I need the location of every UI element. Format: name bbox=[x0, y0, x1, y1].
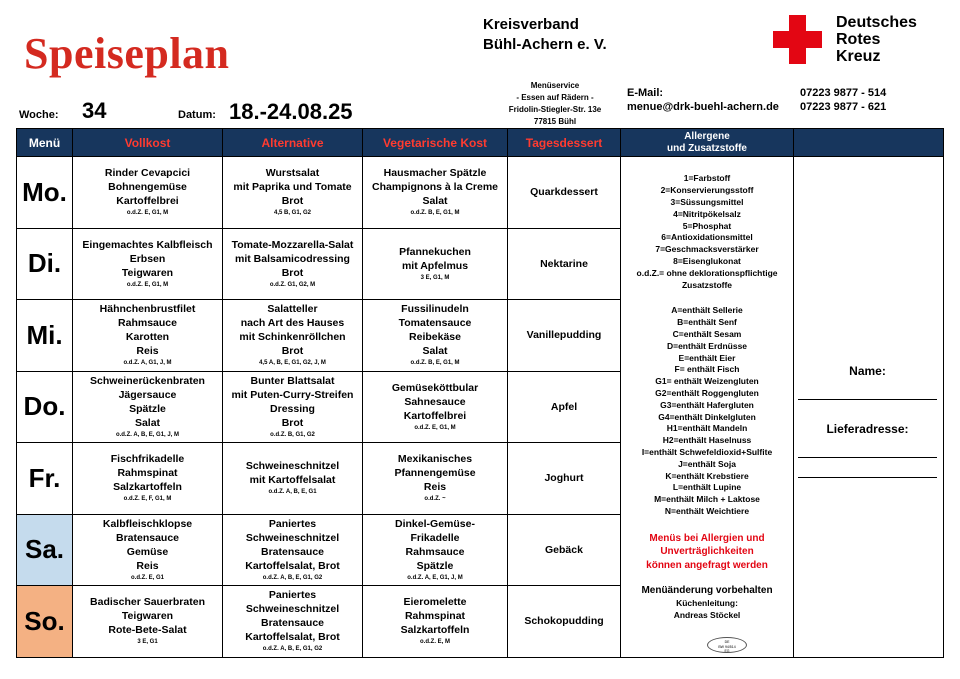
dish-line: Spätzle bbox=[129, 402, 166, 415]
dish-line: mit Schinkenröllchen bbox=[239, 331, 346, 344]
day-label: So. bbox=[17, 586, 73, 658]
day-label: Mo. bbox=[17, 157, 73, 229]
drk-logo-text: Deutsches Rotes Kreuz bbox=[836, 14, 917, 65]
allergen-code: o.d.Z. A, G1, J, M bbox=[123, 360, 172, 367]
allergen-item: B=enthält Senf bbox=[677, 317, 737, 328]
dish-line: Tomate-Mozzarella-Salat bbox=[231, 238, 354, 251]
dessert-cell: Schokopudding bbox=[508, 586, 621, 658]
allergen-code: o.d.Z. G1, G2, M bbox=[269, 281, 316, 288]
allergen-code: o.d.Z. E, M bbox=[420, 639, 450, 646]
dish-line: Brot bbox=[281, 195, 304, 208]
allergen-legend bbox=[621, 157, 794, 658]
dish-line: Dressing bbox=[270, 402, 315, 415]
week-number: 34 bbox=[82, 98, 107, 123]
allergen-code: o.d.Z. A, B, E, G1, G2 bbox=[262, 574, 323, 581]
dish-line: Reis bbox=[136, 559, 159, 572]
dish-line: Reibekäse bbox=[409, 331, 461, 344]
email-address[interactable]: menue@drk-buehl-achern.de bbox=[627, 101, 779, 113]
dish-line: Rahmspinat bbox=[404, 610, 466, 623]
allergen-item: A=enthält Sellerie bbox=[671, 305, 743, 316]
dish-line: Badischer Sauerbraten bbox=[90, 596, 205, 609]
kitchen-label: Küchenleitung: bbox=[676, 598, 738, 609]
allergen-item: N=enthält Weichtiere bbox=[664, 505, 750, 516]
vegetarisch-cell bbox=[363, 514, 508, 586]
alternative-cell bbox=[223, 371, 363, 443]
dish-line: Kartoffelbrei bbox=[116, 195, 179, 208]
approval-stamp-icon: DE BW 94/514 EG bbox=[707, 637, 747, 653]
allergen-code: o.d.Z. B, G1, G2 bbox=[270, 431, 315, 438]
name-label: Name: bbox=[849, 363, 886, 378]
dish-line: Bohnengemüse bbox=[108, 181, 187, 194]
vollkost-cell bbox=[73, 157, 223, 229]
allergen-code: o.d.Z. B, E, G1, M bbox=[410, 210, 460, 217]
allergen-code: o.d.Z. A, B, E, G1, G2 bbox=[262, 646, 323, 653]
allergen-item: H2=enthält Haselnuss bbox=[662, 435, 752, 446]
alternative-cell bbox=[223, 443, 363, 515]
dish-line: Frikadelle bbox=[410, 531, 460, 544]
menu-table bbox=[16, 128, 944, 658]
dish-line: Hähnchenbrustfilet bbox=[99, 303, 196, 316]
additive-item: 3=Süssungsmittel bbox=[670, 197, 744, 208]
allergen-code: o.d.Z. E, G1 bbox=[130, 574, 164, 581]
dish-line: Rahmsauce bbox=[118, 317, 177, 330]
allergen-code: 3 E, G1, M bbox=[420, 274, 450, 281]
vollkost-cell bbox=[73, 443, 223, 515]
vegetarisch-cell bbox=[363, 371, 508, 443]
dessert-cell: Vanillepudding bbox=[508, 300, 621, 372]
dish-line: Salatteller bbox=[267, 303, 318, 316]
vegetarisch-cell bbox=[363, 228, 508, 300]
dish-line: Wurstsalat bbox=[265, 167, 320, 180]
additive-item: 2=Konservierungsstoff bbox=[660, 185, 754, 196]
dish-line: Kartoffelsalat, Brot bbox=[245, 631, 340, 644]
dish-line: mit Kartoffelsalat bbox=[249, 474, 336, 487]
alternative-cell bbox=[223, 300, 363, 372]
header-allergene: Allergene und Zusatzstoffe bbox=[621, 129, 794, 157]
day-label: Sa. bbox=[17, 514, 73, 586]
header-vegetarisch: Vegetarische Kost bbox=[363, 129, 508, 157]
additive-item: o.d.Z.= ohne deklorationspflichtige bbox=[636, 267, 778, 278]
dish-line: Rote-Bete-Salat bbox=[108, 624, 187, 637]
allergen-code: o.d.Z. E, G1, M bbox=[126, 281, 169, 288]
dish-line: Kartoffelbrei bbox=[403, 409, 467, 422]
allergen-item: H1=enthält Mandeln bbox=[666, 423, 748, 434]
dessert-cell: Apfel bbox=[508, 371, 621, 443]
dish-line: Salat bbox=[134, 416, 161, 429]
alternative-cell bbox=[223, 157, 363, 229]
dish-line: Salzkartoffeln bbox=[113, 481, 182, 494]
dish-line: Teigwaren bbox=[121, 266, 174, 279]
dish-line: Bratensauce bbox=[260, 545, 325, 558]
allergen-code: o.d.Z. A, B, E, G1 bbox=[268, 489, 317, 496]
dish-line: Hausmacher Spätzle bbox=[383, 167, 487, 180]
allergen-item: G2=enthält Roggengluten bbox=[655, 387, 759, 398]
vollkost-cell bbox=[73, 514, 223, 586]
additive-item: 6=Antioxidationsmittel bbox=[661, 232, 753, 243]
customer-info bbox=[794, 157, 944, 658]
additive-item: 1=Farbstoff bbox=[683, 173, 731, 184]
dish-line: Kartoffelsalat, Brot bbox=[245, 559, 340, 572]
dessert-cell: Joghurt bbox=[508, 443, 621, 515]
allergen-item: G1= enthält Weizengluten bbox=[655, 376, 759, 387]
service-address: Menüservice - Essen auf Rädern - Fridolin-Stiegler-Str. 13e 77815 Bühl bbox=[508, 81, 602, 126]
day-label: Mi. bbox=[17, 300, 73, 372]
dish-line: Kalbfleischklopse bbox=[102, 517, 193, 530]
dish-line: Schweinerückenbraten bbox=[90, 374, 205, 387]
header-alternative: Alternative bbox=[223, 129, 363, 157]
dish-line: Tomatensauce bbox=[398, 317, 472, 330]
page-title: Speiseplan bbox=[24, 29, 230, 78]
vegetarisch-cell bbox=[363, 443, 508, 515]
allergen-item: L=enthält Lupine bbox=[672, 482, 742, 493]
allergen-code: 4,5 B, G1, G2 bbox=[273, 210, 312, 217]
email-label: E-Mail: bbox=[627, 87, 664, 99]
allergen-item: M=enthält Milch + Laktose bbox=[654, 494, 760, 505]
allergy-notice: Menüs bei Allergien und Unverträglichkeiten können angefragt werden bbox=[646, 532, 768, 571]
allergen-code: o.d.Z. A, B, E, G1, J, M bbox=[115, 431, 180, 438]
dish-line: Spätzle bbox=[416, 559, 454, 572]
dish-line: Paniertes bbox=[268, 589, 317, 602]
dish-line: Pfannekuchen bbox=[399, 245, 471, 258]
dish-line: Salat bbox=[422, 345, 448, 358]
allergen-code: o.d.Z. E, G1, M bbox=[126, 210, 169, 217]
alternative-cell bbox=[223, 514, 363, 586]
dish-line: Champignons à la Creme bbox=[371, 181, 499, 194]
dish-line: Fussilinudeln bbox=[401, 303, 469, 316]
dish-line: Karotten bbox=[125, 331, 170, 344]
dish-line: Schweineschnitzel bbox=[245, 603, 340, 616]
allergen-code: o.d.Z. A, E, G1, J, M bbox=[407, 574, 463, 581]
additive-item: 4=Nitritpökelsalz bbox=[673, 208, 741, 219]
table-header-row bbox=[17, 129, 944, 157]
day-label: Fr. bbox=[17, 443, 73, 515]
vollkost-cell bbox=[73, 228, 223, 300]
dish-line: Bratensauce bbox=[115, 531, 180, 544]
alternative-cell bbox=[223, 228, 363, 300]
dish-line: Erbsen bbox=[129, 252, 166, 265]
dessert-cell: Quarkdessert bbox=[508, 157, 621, 229]
dish-line: Paniertes bbox=[268, 517, 317, 530]
dish-line: Brot bbox=[281, 416, 304, 429]
dish-line: Reis bbox=[423, 481, 447, 494]
dish-line: Jägersauce bbox=[118, 388, 177, 401]
address-field[interactable] bbox=[798, 444, 937, 458]
dish-line: Teigwaren bbox=[121, 610, 174, 623]
dessert-cell: Nektarine bbox=[508, 228, 621, 300]
header-tagesdessert: Tagesdessert bbox=[508, 129, 621, 157]
allergen-item: C=enthält Sesam bbox=[672, 329, 742, 339]
allergen-item: E=enthält Eier bbox=[678, 352, 736, 363]
dish-line: mit Puten-Curry-Streifen bbox=[231, 388, 354, 401]
dish-line: Sahnesauce bbox=[404, 395, 466, 408]
allergen-item: F= enthält Fisch bbox=[674, 364, 740, 375]
vollkost-cell bbox=[73, 300, 223, 372]
allergen-item: K=enthält Krebstiere bbox=[665, 470, 749, 481]
allergen-code: o.d.Z. E, F, G1, M bbox=[123, 496, 172, 503]
allergen-code: 3 E, G1 bbox=[137, 639, 158, 646]
allergen-code: o.d.Z. ~ bbox=[424, 496, 446, 503]
day-label: Di. bbox=[17, 228, 73, 300]
menu-change-notice: Menüänderung vorbehalten bbox=[641, 585, 773, 597]
dish-line: mit Balsamicodressing bbox=[235, 252, 350, 265]
vegetarisch-cell bbox=[363, 586, 508, 658]
dish-line: Dinkel-Gemüse- bbox=[395, 517, 475, 530]
dish-line: Gemüseköttbular bbox=[391, 381, 479, 394]
allergen-item: G4=enthält Dinkelgluten bbox=[658, 411, 756, 422]
dish-line: Rinder Cevapcici bbox=[104, 167, 191, 180]
name-field[interactable] bbox=[798, 386, 937, 400]
vollkost-cell bbox=[73, 586, 223, 658]
dish-line: Brot bbox=[281, 266, 304, 279]
dish-line: Mexikanisches bbox=[397, 453, 473, 466]
address-label: Lieferadresse: bbox=[826, 421, 909, 436]
allergen-item: G3=enthält Hafergluten bbox=[660, 399, 754, 410]
dish-line: Bratensauce bbox=[260, 617, 325, 630]
dessert-cell: Gebäck bbox=[508, 514, 621, 586]
additive-item: Zusatzstoffe bbox=[681, 279, 733, 290]
dish-line: mit Paprika und Tomate bbox=[233, 181, 352, 194]
dish-line: nach Art des Hauses bbox=[240, 317, 345, 330]
dish-line: Salat bbox=[422, 195, 448, 208]
week-label: Woche: bbox=[19, 109, 59, 121]
phone-number-2: 07223 9877 - 621 bbox=[800, 101, 887, 113]
header-vollkost: Vollkost bbox=[73, 129, 223, 157]
dish-line: Schweineschnitzel bbox=[245, 531, 340, 544]
dish-line: Rahmsauce bbox=[405, 545, 465, 558]
allergen-item: J=enthält Soja bbox=[678, 458, 736, 469]
dish-line: Schweineschnitzel bbox=[245, 460, 340, 473]
vegetarisch-cell bbox=[363, 157, 508, 229]
day-label: Do. bbox=[17, 371, 73, 443]
dish-line: mit Apfelmus bbox=[401, 259, 469, 272]
allergen-item: I=enthält Schwefeldioxid+Sulfite bbox=[641, 446, 773, 457]
allergen-code: o.d.Z. B, E, G1, M bbox=[410, 360, 460, 367]
date-label: Datum: bbox=[178, 109, 216, 121]
dish-line: Rahmspinat bbox=[117, 467, 178, 480]
allergen-code: o.d.Z. E, G1, M bbox=[414, 424, 456, 431]
header-menu: Menü bbox=[17, 129, 73, 157]
dish-line: Gemüse bbox=[126, 545, 169, 558]
vollkost-cell bbox=[73, 371, 223, 443]
dish-line: Eingemachtes Kalbfleisch bbox=[82, 238, 213, 251]
address-field[interactable] bbox=[798, 464, 937, 478]
dish-line: Reis bbox=[136, 345, 159, 358]
additive-item: 7=Geschmacksverstärker bbox=[655, 244, 759, 255]
date-range: 18.-24.08.25 bbox=[229, 99, 353, 124]
dish-line: Eieromelette bbox=[403, 596, 467, 609]
table-row bbox=[17, 157, 944, 229]
kitchen-name: Andreas Stöckel bbox=[673, 610, 741, 621]
additive-item: 8=Eisenglukonat bbox=[673, 256, 741, 267]
additive-item: 5=Phosphat bbox=[682, 220, 732, 231]
dish-line: Salzkartoffeln bbox=[400, 624, 470, 637]
header-empty bbox=[794, 129, 944, 157]
allergen-code: 4,5 A, B, E, G1, G2, J, M bbox=[259, 360, 326, 367]
allergen-item: D=enthält Erdnüsse bbox=[666, 340, 748, 351]
vegetarisch-cell bbox=[363, 300, 508, 372]
dish-line: Bunter Blattsalat bbox=[250, 374, 335, 387]
dish-line: Pfannengemüse bbox=[394, 467, 476, 480]
dish-line: Fischfrikadelle bbox=[110, 453, 185, 466]
dish-line: Brot bbox=[281, 345, 304, 358]
organization-name: Kreisverband Bühl-Achern e. V. bbox=[483, 16, 607, 53]
alternative-cell bbox=[223, 586, 363, 658]
phone-number-1: 07223 9877 - 514 bbox=[800, 87, 887, 99]
